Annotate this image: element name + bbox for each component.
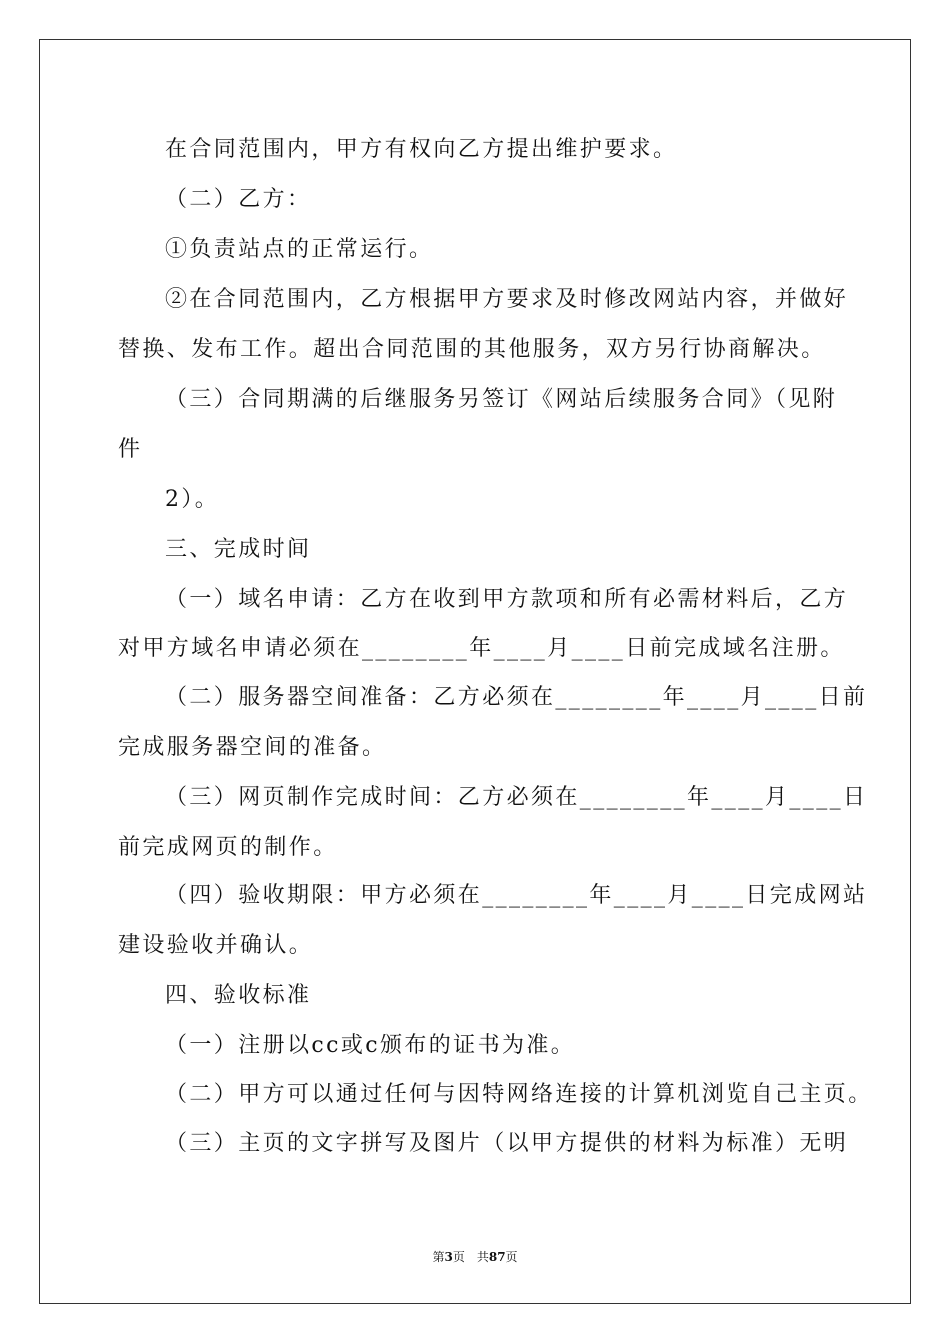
paragraph-line: （四）验收期限：甲方必须在________年____月____日完成网站 <box>165 883 868 908</box>
page-footer <box>0 1249 950 1265</box>
paragraph-line: （三）合同期满的后继服务另签订《网站后续服务合同》（见附 <box>165 387 838 412</box>
paragraph-line: （一）注册以cc或c颁布的证书为准。 <box>165 1033 576 1058</box>
paragraph-line: （二）甲方可以通过任何与因特网络连接的计算机浏览自己主页。 <box>165 1082 873 1107</box>
section-heading: 四、验收标准 <box>165 983 312 1008</box>
paragraph-line: 对甲方域名申请必须在________年____月____日前完成域名注册。 <box>118 636 845 661</box>
footer-total-pages: 87 <box>488 1250 506 1264</box>
paragraph-line: 在合同范围内，甲方有权向乙方提出维护要求。 <box>165 137 678 162</box>
paragraph-line: 2）。 <box>165 487 220 512</box>
paragraph-line: 前完成网页的制作。 <box>118 835 338 860</box>
paragraph-line: 替换、发布工作。超出合同范围的其他服务，双方另行协商解决。 <box>118 337 826 362</box>
paragraph-line: （二）服务器空间准备：乙方必须在________年____月____日前 <box>165 685 868 710</box>
paragraph-line: ①负责站点的正常运行。 <box>165 237 434 262</box>
footer-total-suffix: 页 <box>505 1250 518 1264</box>
paragraph-line: 完成服务器空间的准备。 <box>118 735 387 760</box>
section-heading: 三、完成时间 <box>165 537 312 562</box>
paragraph-line: 建设验收并确认。 <box>118 933 314 958</box>
paragraph-line: ②在合同范围内，乙方根据甲方要求及时修改网站内容，并做好 <box>165 287 849 312</box>
paragraph-line: 件 <box>118 437 143 462</box>
paragraph-line: （二）乙方： <box>165 187 312 212</box>
footer-page-suffix: 页 <box>452 1250 465 1264</box>
page-frame <box>39 39 911 1304</box>
paragraph-line: （一）域名申请：乙方在收到甲方款项和所有必需材料后，乙方 <box>165 587 849 612</box>
footer-page-prefix: 第 <box>432 1250 445 1264</box>
footer-page-number: 3 <box>444 1250 453 1264</box>
footer-total-prefix: 共 <box>476 1250 489 1264</box>
paragraph-line: （三）主页的文字拼写及图片（以甲方提供的材料为标准）无明 <box>165 1131 849 1156</box>
paragraph-line: （三）网页制作完成时间：乙方必须在________年____月____日 <box>165 785 868 810</box>
